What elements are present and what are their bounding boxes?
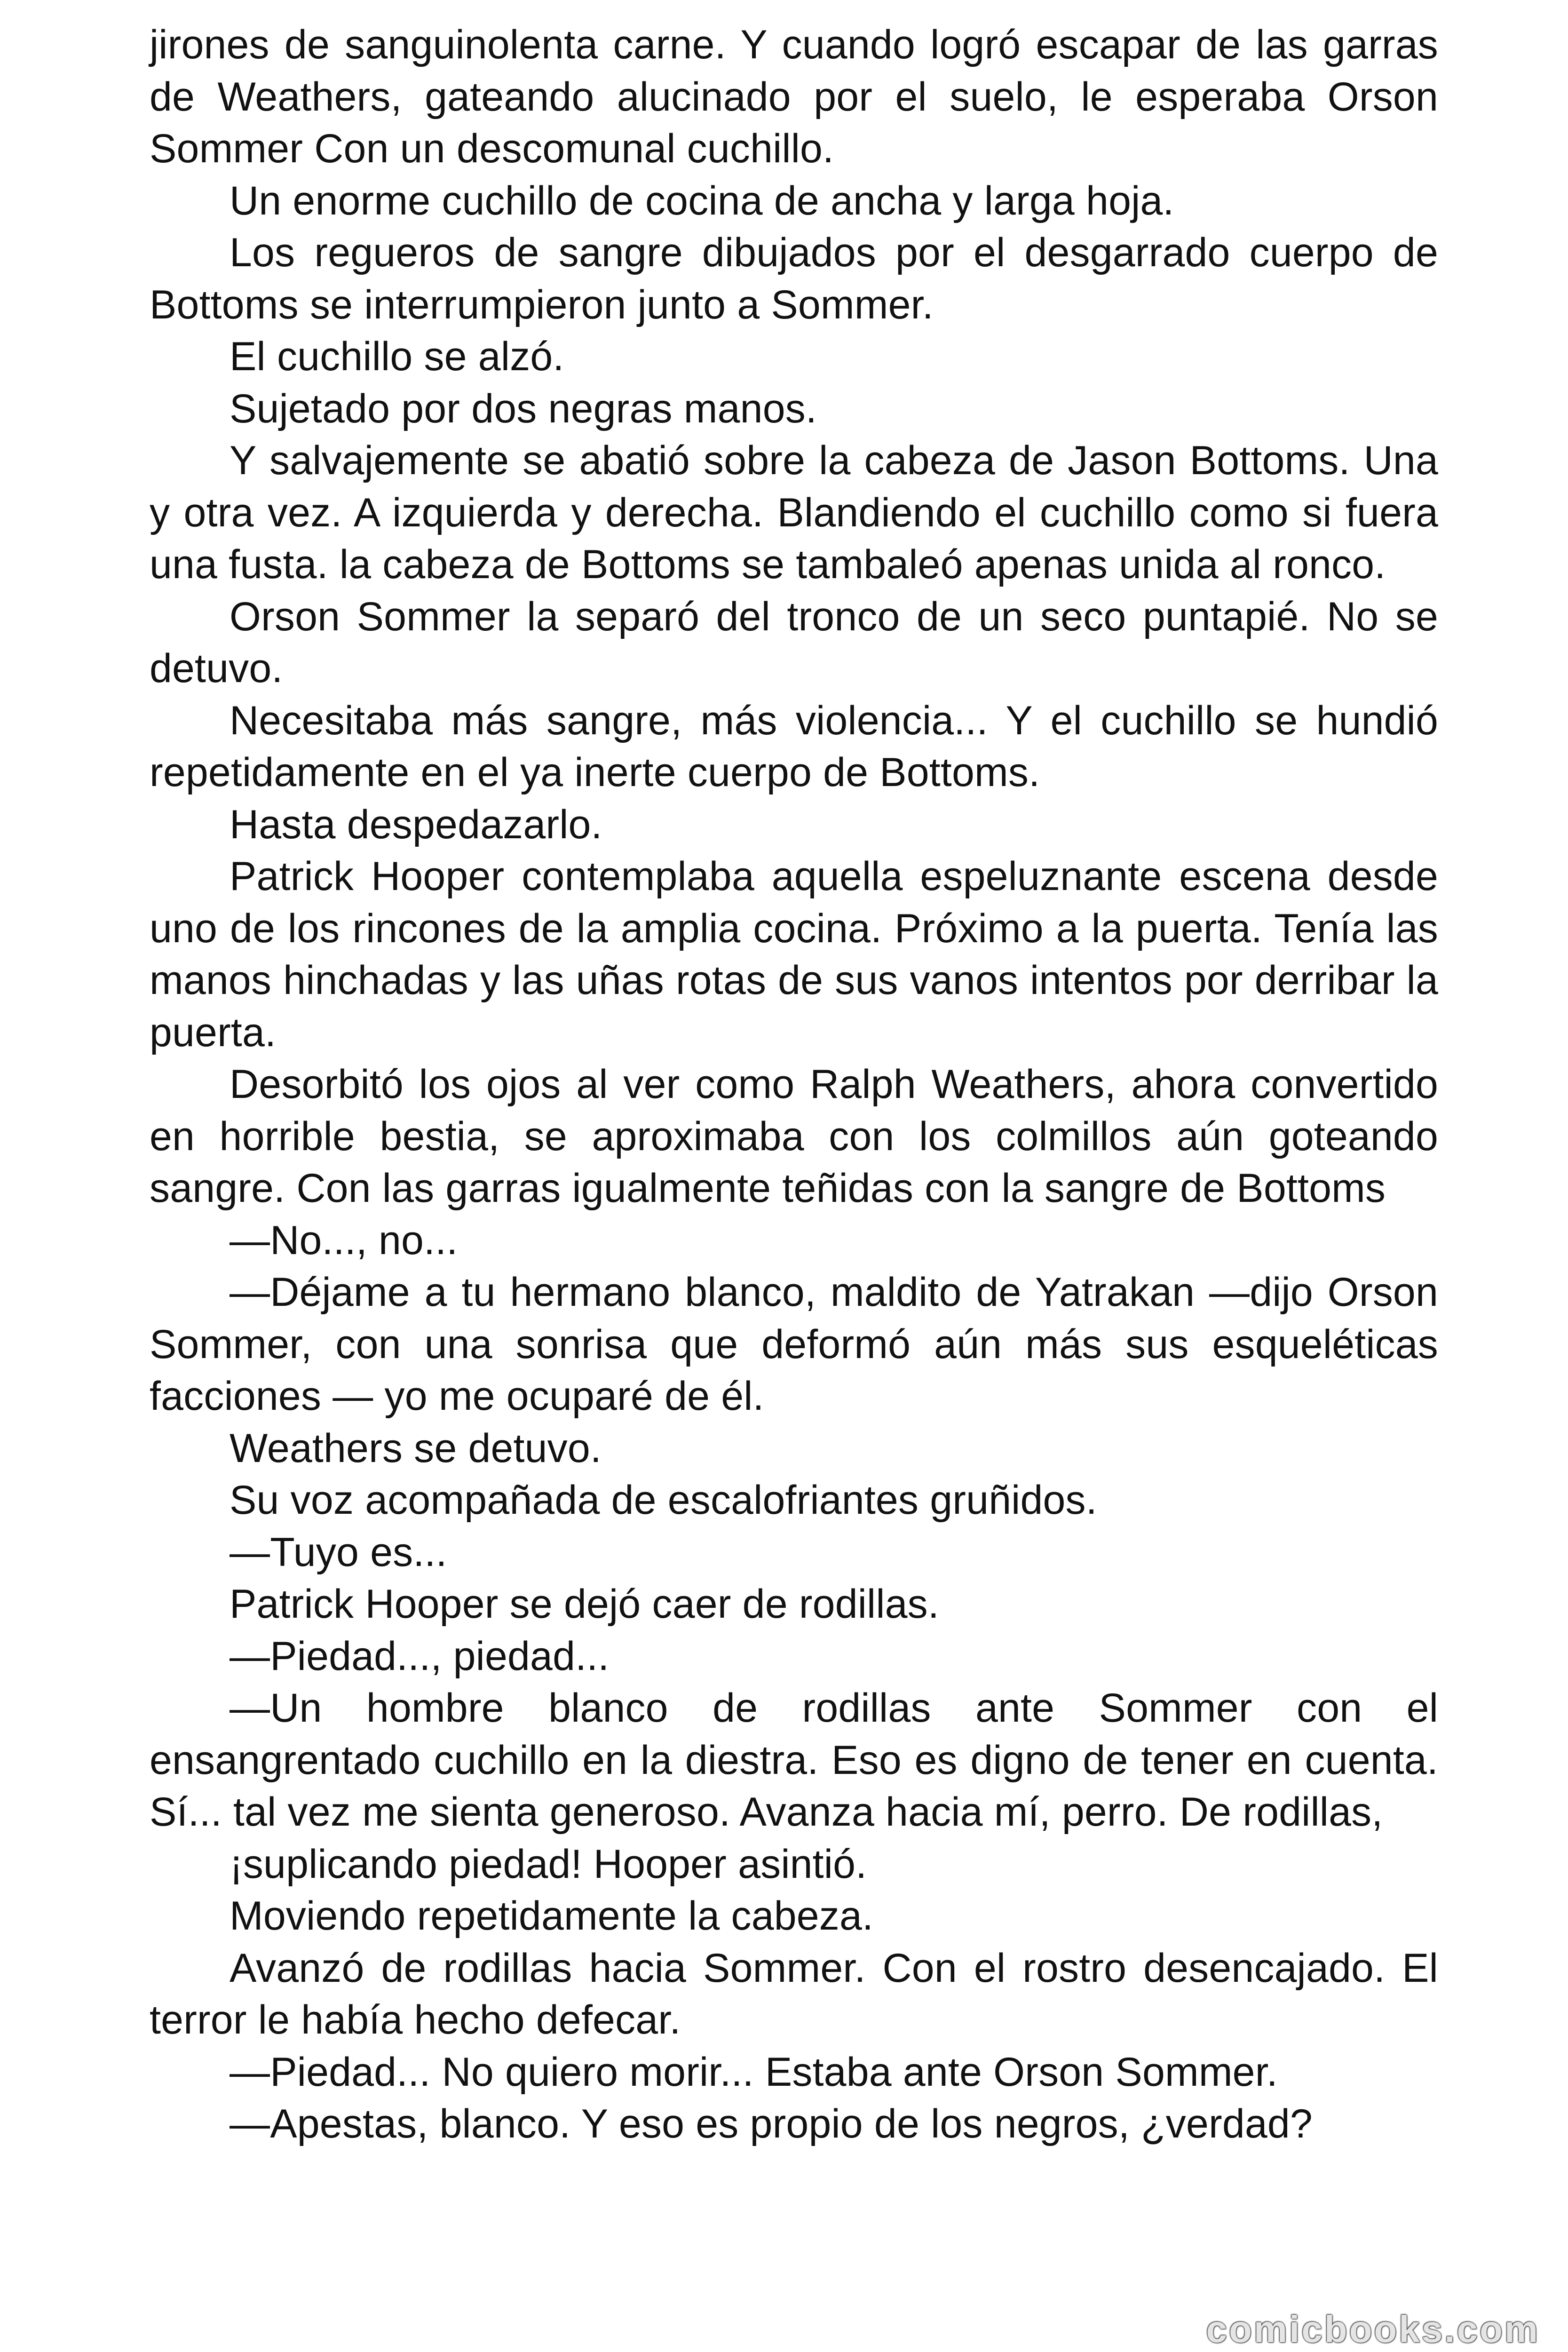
- watermark-logo: comicbooks.com: [1206, 2308, 1540, 2350]
- paragraph-17: Patrick Hooper se dejó caer de rodillas.: [230, 1581, 939, 1627]
- paragraph-22: Avanzó de rodillas hacia Sommer. Con el rostro desencajado. El terror le había hecho defecar.: [150, 1945, 1438, 2042]
- paragraph-1: jirones de sanguinolenta carne. Y cuando logró escapar de las garras de Weathers, gateando alucinado por el suelo, le esperaba Orson Sommer Con un descomunal cuchillo.: [150, 22, 1438, 171]
- paragraph-15: Su voz acompañada de escalofriantes gruñidos.: [230, 1478, 1097, 1523]
- paragraph-10: Patrick Hooper contemplaba aquella espeluznante escena desde uno de los rincones de la amplia cocina. Próximo a la puerta. Tenía las manos hinchadas y las uñas rotas de sus vanos intentos por derribar la puerta.: [150, 854, 1438, 1055]
- paragraph-2: Un enorme cuchillo de cocina de ancha y larga hoja.: [230, 178, 1174, 223]
- paragraph-19: —Un hombre blanco de rodillas ante Sommer con el ensangrentado cuchillo en la diestra. Eso es digno de tener en cuenta. Sí... tal vez me sienta generoso. Avanza hacia mí, perro. De rodillas,: [150, 1685, 1438, 1835]
- paragraph-16: —Tuyo es...: [230, 1529, 447, 1575]
- paragraph-13: —Déjame a tu hermano blanco, maldito de Yatrakan —dijo Orson Sommer, con una sonrisa que deformó aún más sus esqueléticas facciones — yo me ocuparé de él.: [150, 1270, 1438, 1419]
- paragraph-7: Orson Sommer la separó del tronco de un seco puntapié. No se detuvo.: [150, 594, 1438, 691]
- paragraph-18: —Piedad..., piedad...: [230, 1633, 610, 1679]
- paragraph-20: ¡suplicando piedad! Hooper asintió.: [230, 1841, 867, 1887]
- paragraph-23: —Piedad... No quiero morir... Estaba ante Orson Sommer.: [230, 2049, 1278, 2095]
- paragraph-5: Sujetado por dos negras manos.: [230, 386, 817, 431]
- paragraph-11: Desorbitó los ojos al ver como Ralph Weathers, ahora convertido en horrible bestia, se aproximaba con los colmillos aún goteando sangre. Con las garras igualmente teñidas con la sangre de Bottoms: [150, 1062, 1438, 1211]
- paragraph-24: —Apestas, blanco. Y eso es propio de los negros, ¿verdad?: [230, 2101, 1313, 2146]
- paragraph-4: El cuchillo se alzó.: [230, 334, 564, 379]
- paragraph-9: Hasta despedazarlo.: [230, 802, 602, 847]
- paragraph-8: Necesitaba más sangre, más violencia... Y el cuchillo se hundió repetidamente en el ya inerte cuerpo de Bottoms.: [150, 698, 1438, 795]
- paragraph-14: Weathers se detuvo.: [230, 1425, 602, 1471]
- paragraph-21: Moviendo repetidamente la cabeza.: [230, 1893, 874, 1939]
- paragraph-3: Los regueros de sangre dibujados por el desgarrado cuerpo de Bottoms se interrumpieron junto a Sommer.: [150, 230, 1438, 327]
- paragraph-6: Y salvajemente se abatió sobre la cabeza de Jason Bottoms. Una y otra vez. A izquierda y derecha. Blandiendo el cuchillo como si fuera una fusta. la cabeza de Bottoms se tambaleó apenas unida al ronco.: [150, 438, 1438, 587]
- paragraph-12: —No..., no...: [230, 1217, 458, 1263]
- document-page: [150, 19, 1438, 2150]
